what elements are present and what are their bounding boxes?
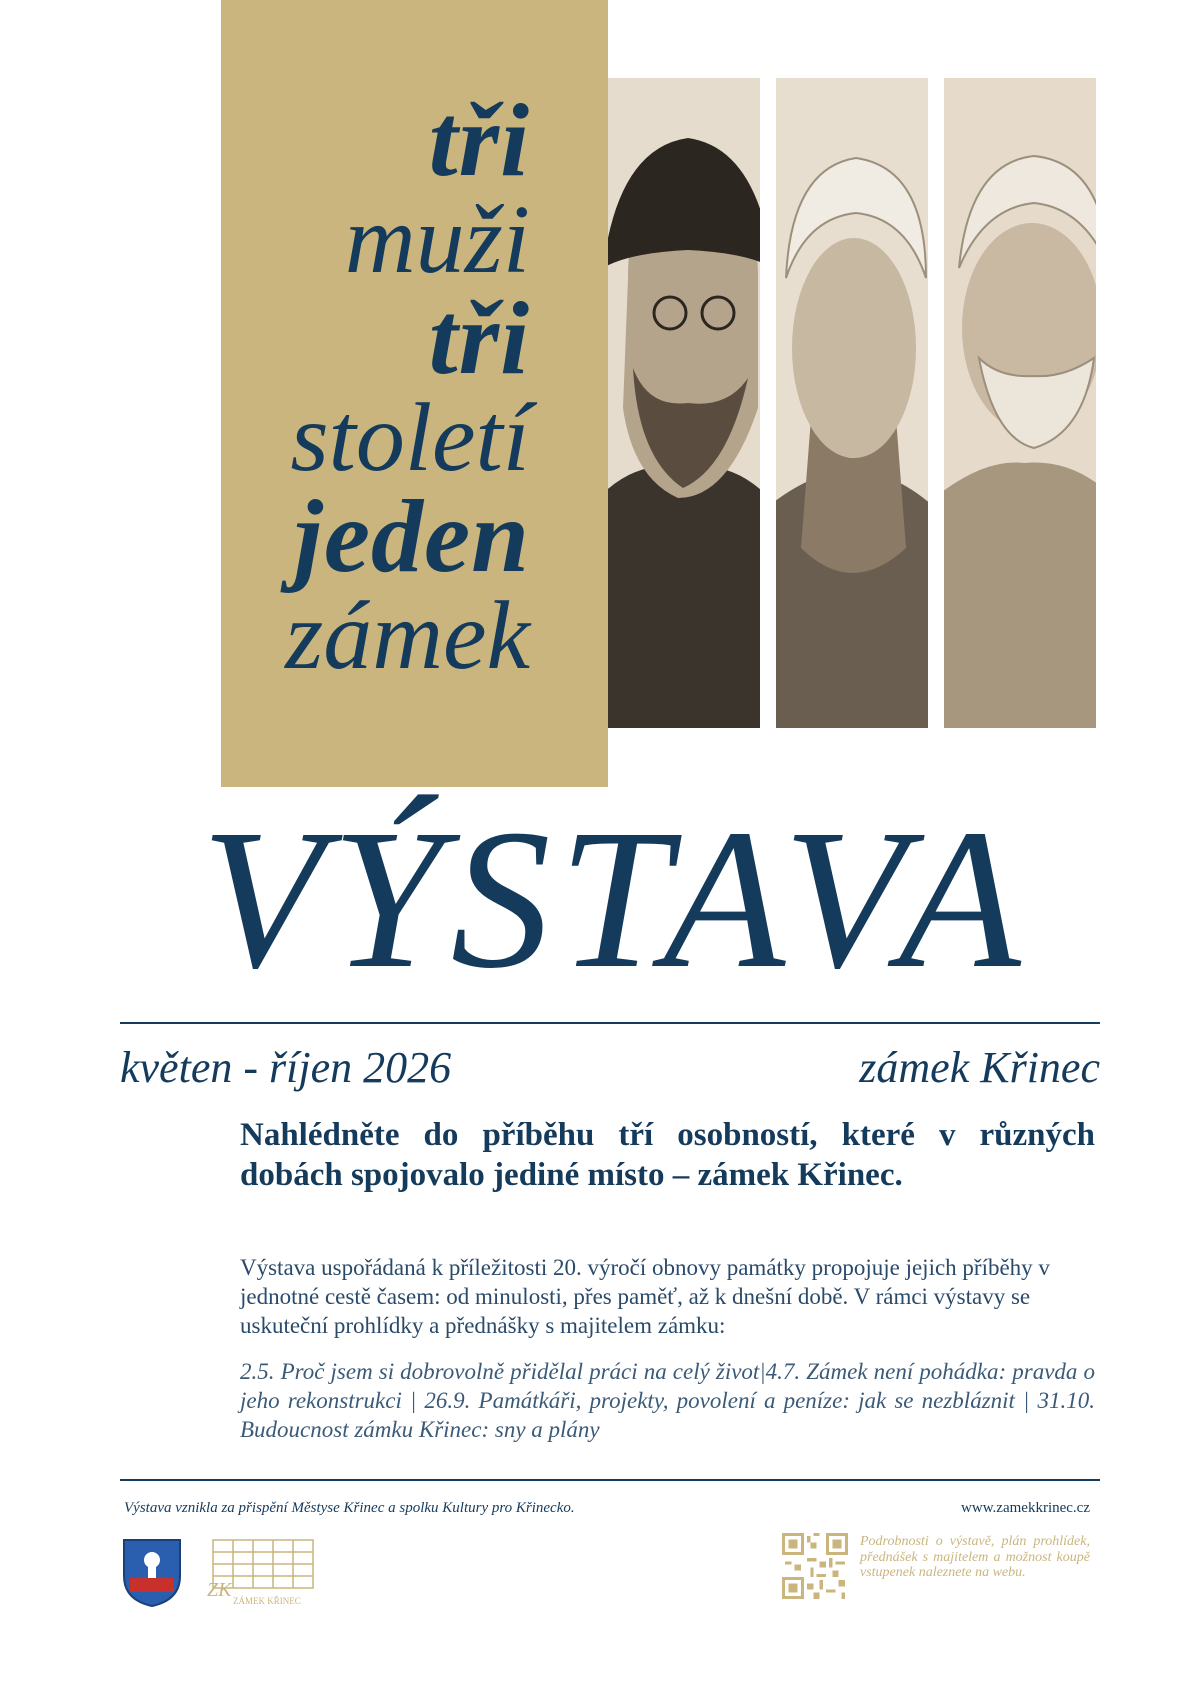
- exhibition-place: zámek Křinec: [859, 1043, 1100, 1092]
- divider: [120, 1022, 1100, 1024]
- title-line: jeden: [293, 478, 530, 594]
- body-paragraph: Výstava uspořádaná k příležitosti 20. výročí obnovy památky propojuje jejich příběhy v jednotné cestě časem: od minulosti, přes paměť, až k dnešní době. V rámci výstavy se uskuteční prohlídky a přednášky s majitelem zámku:: [240, 1255, 1050, 1338]
- exhibition-dates: květen - říjen 2026: [120, 1043, 452, 1092]
- portrait-2: [776, 78, 928, 728]
- logo-monogram: ZK: [207, 1579, 232, 1601]
- qr-note: Podrobnosti o výstavě, plán prohlídek, přednášek s majitelem a možnost koupě vstupenek naleznete na webu.: [860, 1534, 1090, 1581]
- lead-paragraph: Nahlédněte do příběhu tří osobností, které v různých dobách spojovalo jediné místo – zámek Křinec.: [240, 1117, 1095, 1193]
- title-line: tři: [428, 83, 530, 198]
- program-schedule: 2.5. Proč jsem si dobrovolně přidělal práci na celý život|4.7. Zámek není pohádka: pravda o jeho rekonstrukci | 26.9. Památkáři, projekty, povolení a peníze: jak se nezbláznit | 31.10. Budoucnost zámku Křinec: sny a plány: [240, 1359, 1095, 1443]
- castle-logo-icon: [203, 1530, 321, 1610]
- portrait-illustration: [944, 78, 1096, 728]
- title-line: tři: [428, 280, 530, 396]
- headline: VÝSTAVA: [201, 789, 1029, 1010]
- website-link[interactable]: www.zamekkrinec.cz: [961, 1500, 1090, 1516]
- qr-code-icon[interactable]: [782, 1533, 848, 1599]
- portrait-illustration: [776, 78, 928, 728]
- coat-of-arms-icon: [122, 1538, 182, 1608]
- logo-caption: ZÁMEK KŘINEC: [233, 1596, 301, 1606]
- portrait-3: [944, 78, 1096, 728]
- portrait-1: [608, 78, 760, 728]
- title-line: zámek: [285, 581, 530, 690]
- contributors-note: Výstava vznikla za přispění Městyse Křinec a spolku Kultury pro Křinecko.: [124, 1500, 575, 1516]
- portrait-illustration: [608, 78, 760, 728]
- title-line: století: [290, 383, 530, 492]
- title-stack: [110, 83, 530, 690]
- divider: [120, 1479, 1100, 1481]
- title-line: muži: [344, 185, 530, 294]
